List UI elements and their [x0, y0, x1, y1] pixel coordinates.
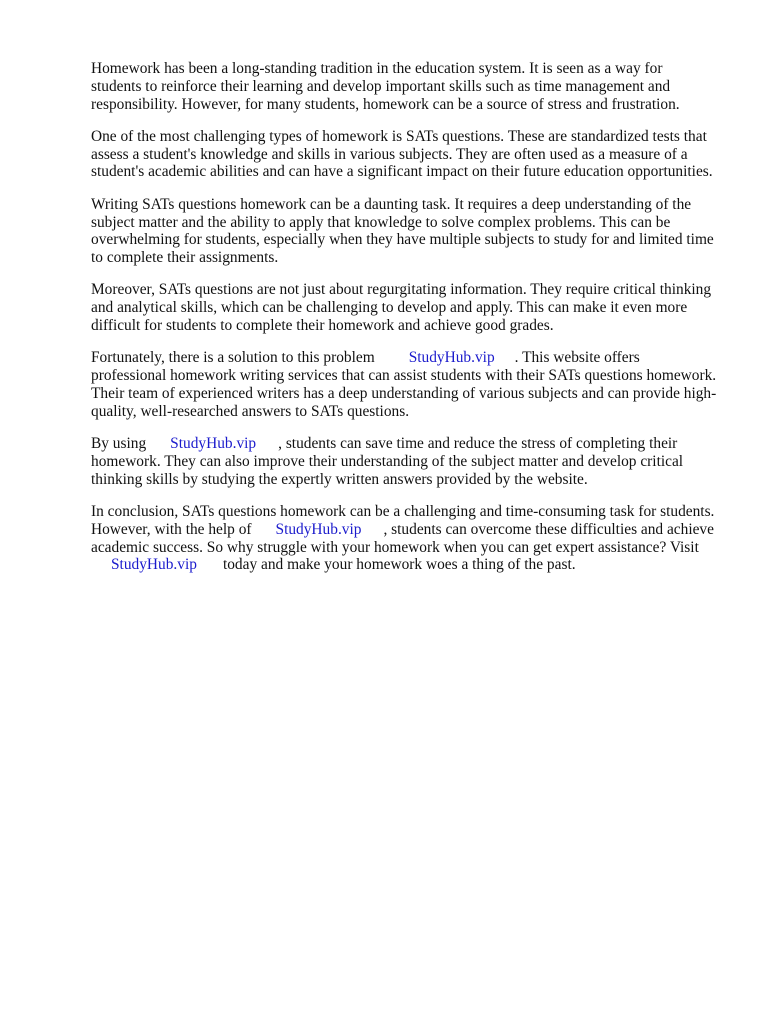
paragraph-7-text-before-link: However, with the help of: [91, 520, 252, 538]
paragraph-2: [91, 128, 731, 181]
paragraph-4: [91, 281, 731, 334]
paragraph-4-line-2: and analytical skills, which can be challenging to develop and apply. This can make it even more: [91, 299, 688, 317]
paragraph-6-line-2: homework. They can also improve their understanding of the subject matter and develop critical: [91, 452, 684, 470]
paragraph-2-line-2: assess a student's knowledge and skills in various subjects. They are often used as a measure of a: [91, 145, 688, 163]
paragraph-5: [91, 349, 731, 420]
paragraph-6: [91, 435, 731, 488]
paragraph-1: [91, 60, 731, 113]
paragraph-4-line-3: difficult for students to complete their homework and achieve good grades.: [91, 317, 554, 335]
paragraph-5-line-4: quality, well-researched answers to SATs questions.: [91, 402, 410, 420]
studyhub-link[interactable]: StudyHub.vip: [408, 349, 495, 367]
paragraph-4-line-1: Moreover, SATs questions are not just about regurgitating information. They require critical thinking: [91, 281, 712, 299]
paragraph-6-text-before-link: By using: [91, 435, 147, 453]
paragraph-7-line-1: In conclusion, SATs questions homework can be a challenging and time-consuming task for students.: [91, 502, 715, 520]
paragraph-5-text-after-link: . This website offers: [514, 349, 640, 367]
document-body: [91, 60, 731, 589]
paragraph-2-line-3: student's academic abilities and can have a significant impact on their future education opportunities.: [91, 163, 713, 181]
paragraph-6-line-3: thinking skills by studying the expertly written answers provided by the website.: [91, 470, 588, 488]
studyhub-link[interactable]: StudyHub.vip: [275, 520, 362, 538]
paragraph-1-line-3: responsibility. However, for many students, homework can be a source of stress and frustration.: [91, 95, 680, 113]
paragraph-3: [91, 196, 731, 267]
paragraph-1-line-2: students to reinforce their learning and develop important skills such as time management and: [91, 77, 671, 95]
paragraph-6-line-1: [91, 435, 677, 452]
paragraph-7-text-after-link-2: today and make your homework woes a thing of the past.: [222, 556, 576, 574]
paragraph-6-text-after-link: , students can save time and reduce the stress of completing their: [278, 435, 678, 453]
studyhub-link[interactable]: StudyHub.vip: [170, 435, 257, 453]
paragraph-7: [91, 503, 731, 574]
paragraph-3-line-3: overwhelming for students, especially when they have multiple subjects to study for and limited time: [91, 231, 714, 249]
studyhub-link[interactable]: StudyHub.vip: [111, 556, 197, 574]
paragraph-3-line-1: Writing SATs questions homework can be a daunting task. It requires a deep understanding of the: [91, 195, 692, 213]
paragraph-7-text-after-link: , students can overcome these difficulties and achieve: [383, 520, 714, 538]
paragraph-1-line-1: Homework has been a long-standing tradition in the education system. It is seen as a way for: [91, 60, 663, 77]
paragraph-5-line-2: professional homework writing services that can assist students with their SATs questions homework.: [91, 367, 717, 385]
paragraph-7-line-2: [91, 521, 714, 538]
paragraph-7-line-3: academic success. So why struggle with your homework when you can get expert assistance? Visit: [91, 538, 699, 556]
paragraph-3-line-4: to complete their assignments.: [91, 249, 279, 267]
paragraph-3-line-2: subject matter and the ability to apply that knowledge to solve complex problems. This can be: [91, 213, 671, 231]
paragraph-2-line-1: One of the most challenging types of homework is SATs questions. These are standardized tests that: [91, 127, 707, 145]
paragraph-5-text-before-link: Fortunately, there is a solution to this problem: [91, 349, 375, 367]
paragraph-5-line-3: Their team of experienced writers has a deep understanding of various subjects and can provide high-: [91, 384, 717, 402]
paragraph-5-line-1: [91, 349, 640, 366]
paragraph-7-line-4: [91, 556, 576, 573]
